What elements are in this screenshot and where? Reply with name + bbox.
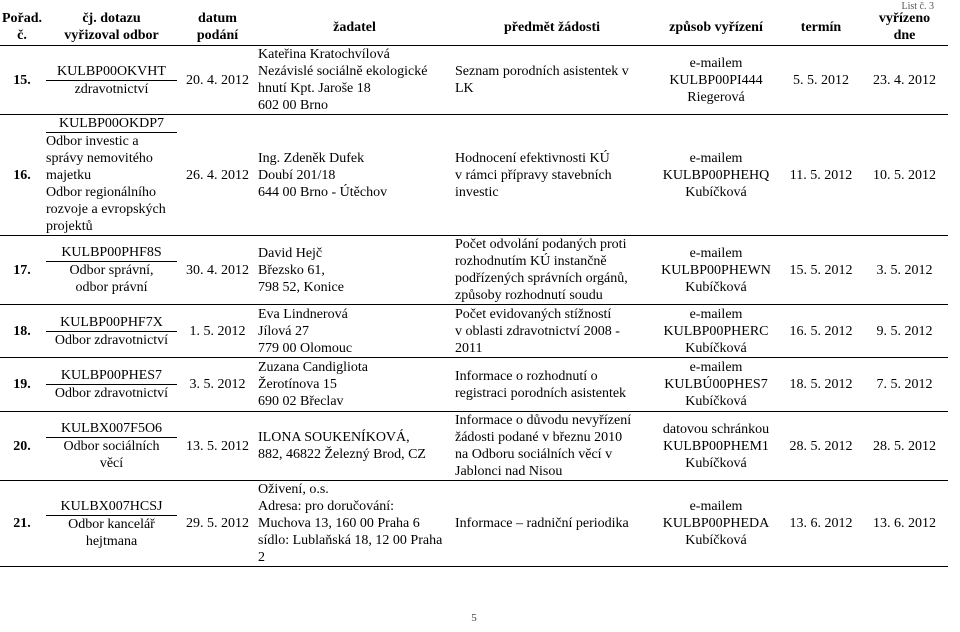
- cell-odbor: KULBP00OKDP7 Odbor investic a správy nemovitého majetku Odbor regionálního rozvoje a evropských projektů: [44, 115, 179, 236]
- cell-vyrizeno: 7. 5. 2012: [861, 358, 948, 412]
- header-poradi: Pořad. č.: [0, 9, 44, 46]
- cell-zpusob: e-mailem KULBP00PHERC Kubíčková: [651, 305, 781, 358]
- table-row: [0, 305, 948, 358]
- cell-zadatel: Kateřina Kratochvílová Nezávislé sociálně ekologické hnutí Kpt. Jaroše 18 602 00 Brno: [256, 46, 453, 115]
- cell-datum: 3. 5. 2012: [179, 358, 256, 412]
- table-row: [0, 481, 948, 567]
- cell-vyrizeno: 23. 4. 2012: [861, 46, 948, 115]
- cell-termin: 11. 5. 2012: [781, 115, 861, 236]
- cell-predmet: Hodnocení efektivnosti KÚ v rámci přípravy stavebních investic: [453, 115, 651, 236]
- cell-zadatel: Oživení, o.s. Adresa: pro doručování: Muchova 13, 160 00 Praha 6 sídlo: Lublaňská 18, 12 00 Praha 2: [256, 481, 453, 567]
- header-zadatel: žadatel: [256, 9, 453, 46]
- cell-zpusob: e-mailem KULBÚ00PHES7 Kubíčková: [651, 358, 781, 412]
- cell-termin: 13. 6. 2012: [781, 481, 861, 567]
- cell-vyrizeno: 10. 5. 2012: [861, 115, 948, 236]
- cell-datum: 26. 4. 2012: [179, 115, 256, 236]
- cell-zpusob: e-mailem KULBP00PHEWN Kubíčková: [651, 236, 781, 305]
- requests-table: [0, 9, 948, 567]
- cell-predmet: Počet odvolání podaných proti rozhodnutím KÚ instančně podřízených správních orgánů, způsoby rozhodnutí soudu: [453, 236, 651, 305]
- cell-datum: 1. 5. 2012: [179, 305, 256, 358]
- cell-vyrizeno: 9. 5. 2012: [861, 305, 948, 358]
- cell-odbor: KULBP00PHF7X Odbor zdravotnictví: [44, 305, 179, 358]
- header-termin: termín: [781, 9, 861, 46]
- header-odbor: čj. dotazu vyřizoval odbor: [44, 9, 179, 46]
- cell-odbor: KULBP00PHES7 Odbor zdravotnictví: [44, 358, 179, 412]
- cell-zpusob: e-mailem KULBP00PI444 Riegerová: [651, 46, 781, 115]
- cell-zadatel: ILONA SOUKENÍKOVÁ, 882, 46822 Železný Brod, CZ: [256, 412, 453, 481]
- cell-poradi: 19.: [0, 358, 44, 412]
- cell-predmet: Informace o rozhodnutí o registraci porodních asistentek: [453, 358, 651, 412]
- cell-predmet: Počet evidovaných stížností v oblasti zdravotnictví 2008 - 2011: [453, 305, 651, 358]
- cell-zadatel: Ing. Zdeněk Dufek Doubí 201/18 644 00 Brno - Útěchov: [256, 115, 453, 236]
- cell-datum: 20. 4. 2012: [179, 46, 256, 115]
- cell-poradi: 15.: [0, 46, 44, 115]
- cell-predmet: Informace – radniční periodika: [453, 481, 651, 567]
- cell-termin: 28. 5. 2012: [781, 412, 861, 481]
- cell-zadatel: Eva Lindnerová Jílová 27 779 00 Olomouc: [256, 305, 453, 358]
- table-header-row: [0, 9, 948, 46]
- cell-poradi: 21.: [0, 481, 44, 567]
- cell-poradi: 20.: [0, 412, 44, 481]
- table-row: [0, 358, 948, 412]
- cell-poradi: 16.: [0, 115, 44, 236]
- cell-predmet: Informace o důvodu nevyřízení žádosti podané v březnu 2010 na Odboru sociálních věcí v Jablonci nad Nisou: [453, 412, 651, 481]
- page-number: 5: [471, 612, 477, 624]
- cell-zadatel: Zuzana Candigliota Žerotínova 15 690 02 Břeclav: [256, 358, 453, 412]
- table-row: [0, 236, 948, 305]
- cell-termin: 18. 5. 2012: [781, 358, 861, 412]
- cell-odbor: KULBX007F5O6 Odbor sociálních věcí: [44, 412, 179, 481]
- cell-poradi: 18.: [0, 305, 44, 358]
- table-row: [0, 46, 948, 115]
- cell-zadatel: David Hejč Březsko 61, 798 52, Konice: [256, 236, 453, 305]
- cell-vyrizeno: 3. 5. 2012: [861, 236, 948, 305]
- sheet-label: List č. 3: [901, 1, 934, 12]
- cell-datum: 13. 5. 2012: [179, 412, 256, 481]
- header-predmet: předmět žádosti: [453, 9, 651, 46]
- table-row: [0, 412, 948, 481]
- cell-zpusob: datovou schránkou KULBP00PHEM1 Kubíčková: [651, 412, 781, 481]
- header-datum: datum podání: [179, 9, 256, 46]
- header-vyrizeno: vyřízeno dne: [861, 9, 948, 46]
- cell-termin: 5. 5. 2012: [781, 46, 861, 115]
- table-row: [0, 115, 948, 236]
- cell-vyrizeno: 28. 5. 2012: [861, 412, 948, 481]
- header-zpusob: způsob vyřízení: [651, 9, 781, 46]
- cell-odbor: KULBP00OKVHT zdravotnictví: [44, 46, 179, 115]
- cell-zpusob: e-mailem KULBP00PHEDA Kubíčková: [651, 481, 781, 567]
- cell-datum: 30. 4. 2012: [179, 236, 256, 305]
- cell-odbor: KULBX007HCSJ Odbor kancelář hejtmana: [44, 481, 179, 567]
- cell-zpusob: e-mailem KULBP00PHEHQ Kubíčková: [651, 115, 781, 236]
- cell-vyrizeno: 13. 6. 2012: [861, 481, 948, 567]
- cell-termin: 15. 5. 2012: [781, 236, 861, 305]
- cell-predmet: Seznam porodních asistentek v LK: [453, 46, 651, 115]
- cell-termin: 16. 5. 2012: [781, 305, 861, 358]
- cell-datum: 29. 5. 2012: [179, 481, 256, 567]
- cell-poradi: 17.: [0, 236, 44, 305]
- cell-odbor: KULBP00PHF8S Odbor správní, odbor právní: [44, 236, 179, 305]
